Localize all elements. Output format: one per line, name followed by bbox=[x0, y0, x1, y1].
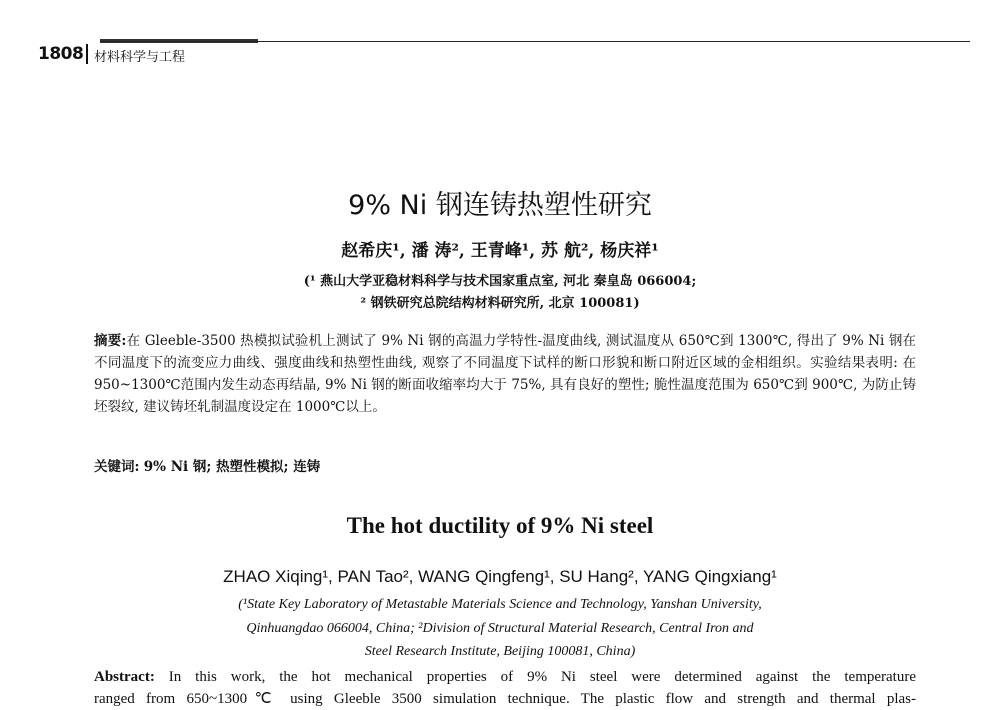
chinese-keywords-text: 9% Ni 钢; 热塑性模拟; 连铸 bbox=[143, 459, 321, 475]
header-divider bbox=[86, 44, 88, 64]
english-abstract-line-2: ranged from 650~1300℃ using Gleeble 3500 simulation technique. The plastic flow and strength and thermal plas- bbox=[94, 691, 916, 707]
header-rule bbox=[100, 41, 970, 42]
english-affiliation-line-3: Steel Research Institute, Beijing 100081, China) bbox=[364, 644, 636, 659]
english-affiliation-line-2: Qinhuangdao 066004, China; ²Division of Structural Material Research, Central Iron and bbox=[246, 621, 754, 636]
page-header bbox=[30, 34, 970, 64]
chinese-authors: 赵希庆¹, 潘 涛², 王青峰¹, 苏 航², 杨庆祥¹ bbox=[341, 241, 659, 261]
english-abstract-text-1: In this work, the hot mechanical properties of 9% Ni steel were determined against the temperature bbox=[168, 669, 916, 685]
chinese-keywords-label: 关键词: bbox=[94, 459, 140, 475]
english-affiliation-line-1: (¹State Key Laboratory of Metastable Materials Science and Technology, Yanshan University, bbox=[238, 597, 762, 612]
chinese-affiliation-1: (¹ 燕山大学亚稳材料科学与技术国家重点室, 河北 秦皇岛 066004; bbox=[303, 274, 697, 289]
chinese-keywords bbox=[94, 455, 916, 475]
english-abstract-line-1 bbox=[94, 666, 916, 688]
english-title: The hot ductility of 9% Ni steel bbox=[346, 513, 654, 538]
chinese-abstract-label: 摘要: bbox=[94, 333, 127, 349]
english-abstract-label: Abstract: bbox=[94, 669, 155, 685]
journal-name: 材料科学与工程 bbox=[94, 50, 186, 65]
chinese-affiliation-2: ² 钢铁研究总院结构材料研究所, 北京 100081) bbox=[360, 296, 640, 311]
page-number: 1808 bbox=[38, 44, 84, 64]
chinese-abstract-text: 在 Gleeble-3500 热模拟试验机上测试了 9% Ni 钢的高温力学特性-温度曲线, 测试温度从 650℃到 1300℃, 得出了 9% Ni 钢在不同温度下的流变应力曲线、强度曲线和热塑性曲线, 观察了不同温度下试样的断口形貌和断口附近区域的金相组织。实验结果表明: 在 950~1300℃范围内发生动态再结晶, 9% Ni 钢的断面收缩率均大于 75%, 具有良好的塑性; 脆性温度范围为 650℃到 900℃, 为防止铸坯裂纹, 建议铸坯轧制温度设定在 1000℃以上。 bbox=[94, 333, 917, 415]
english-authors: ZHAO Xiqing¹, PAN Tao², WANG Qingfeng¹, SU Hang², YANG Qingxiang¹ bbox=[223, 567, 777, 586]
chinese-abstract bbox=[94, 330, 916, 418]
chinese-title: 9% Ni 钢连铸热塑性研究 bbox=[348, 190, 652, 221]
